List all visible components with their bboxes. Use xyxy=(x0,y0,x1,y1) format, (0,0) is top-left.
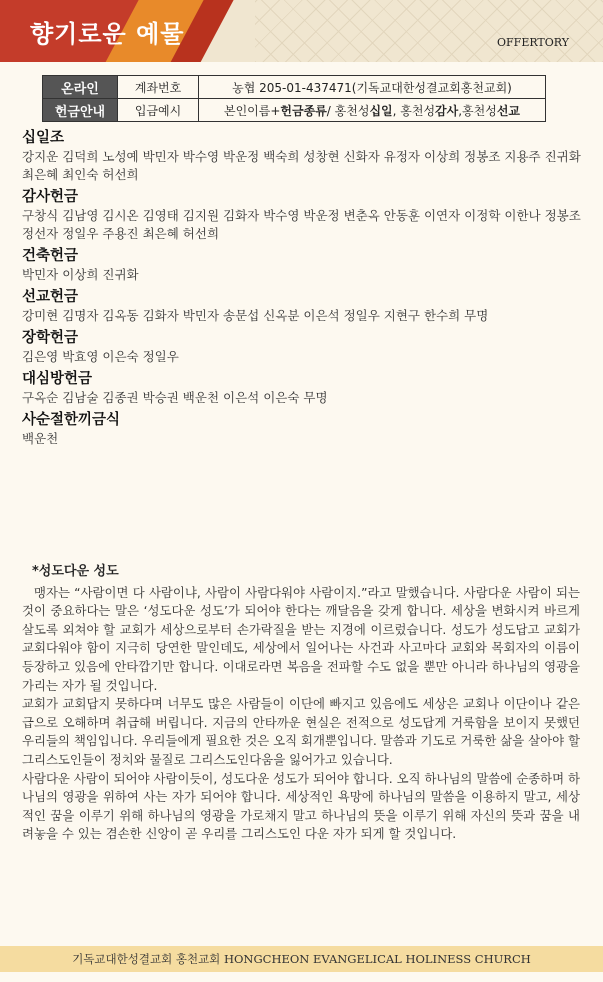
category-names: 구창식 김남영 김시온 김영태 김지원 김화자 박수영 박운정 변춘옥 안동훈 이연자 이정학 이한나 정봉조 정선자 정일우 주용진 최은혜 허선희 xyxy=(22,208,581,241)
category-names: 강미현 김명자 김옥동 김화자 박민자 송문섭 신옥분 이은석 정일우 지현구 한수희 무명 xyxy=(22,308,489,323)
page-title: 향기로운 예물 xyxy=(30,20,185,48)
essay-paragraph: 교회가 교회답지 못하다며 너무도 많은 사람들이 이단에 빠지고 있음에도 세상은 교회나 이단이나 같은 급으로 오해하며 취급해 버립니다. 지금의 안타까운 현실은 전적으로 성도답게 거룩함을 보이지 못했던 우리들의 책임입니다. 우리들에게 필요한 것은 오직 회개뿐입니다. 말씀과 기도로 거룩한 삶을 살아야 할 그리스도인들이 정치와 물질로 그리스도인다움을 잃어가고 있습니다. xyxy=(22,696,580,767)
deposit-example-value: 본인이름+헌금종류/ 홍천성십일, 홍천성감사,홍천성선교 xyxy=(199,99,546,122)
online-label: 온라인 xyxy=(43,76,118,99)
category-thanks xyxy=(22,187,592,243)
essay-title: *성도다운 성도 xyxy=(32,564,119,579)
category-mission xyxy=(22,287,592,325)
category-names: 백운천 xyxy=(22,431,59,446)
page-subtitle: OFFERTORY xyxy=(497,36,569,49)
category-names: 강지운 김덕희 노성예 박민자 박수영 박운정 백숙희 성창현 신화자 유정자 이상희 정봉조 지용주 진귀화 최은혜 최인숙 허선희 xyxy=(22,149,581,182)
category-title: 십일조 xyxy=(22,130,65,146)
category-title: 대심방헌금 xyxy=(22,371,93,387)
account-number-label: 계좌번호 xyxy=(118,76,199,99)
category-title: 감사헌금 xyxy=(22,189,79,205)
offering-lists xyxy=(22,128,592,451)
essay-paragraph: 맹자는 “사람이면 다 사람이냐, 사람이 사람다워야 사람이지.”라고 말했습니다. 사람다운 사람이 되는 것이 중요하다는 말은 ‘성도다운 성도’가 되어야 한다는 깨달음을 갖게 합니다. 세상을 변화시켜 바르게 살도록 외쳐야 할 교회가 세상으로부터 손가락질을 받는 지경에 이르렀습니다. 성도가 성도답고 교회가 교회다워야 함이 지극히 당연한 말인데도, 세상에서 일어나는 사건과 사고마다 교회와 목회자의 이름이 등장하고 있음에 안타깝기만 합니다. 이대로라면 복음을 전파할 수도 없을 뿐만 아니라 하나님의 영광을 가리는 자가 될 것입니다. xyxy=(22,584,580,693)
online-offering-table xyxy=(42,75,546,122)
category-names: 구옥순 김남술 김종권 박승권 백운천 이은석 이은숙 무명 xyxy=(22,390,328,405)
category-scholarship xyxy=(22,328,592,366)
essay-section xyxy=(22,563,580,844)
header-banner xyxy=(0,0,603,62)
category-lent-fasting xyxy=(22,410,592,448)
category-title: 장학헌금 xyxy=(22,330,79,346)
category-names: 박민자 이상희 진귀화 xyxy=(22,267,139,282)
deposit-example-label: 입금예시 xyxy=(118,99,199,122)
footer-church-name: 기독교대한성결교회 홍천교회 HONGCHEON EVANGELICAL HOLINESS CHURCH xyxy=(0,946,603,972)
offering-guide-label: 헌금안내 xyxy=(43,99,118,122)
header-pattern xyxy=(255,0,603,62)
category-title: 사순절한끼금식 xyxy=(22,412,121,428)
category-title: 선교헌금 xyxy=(22,289,79,305)
category-names: 김은영 박효영 이은숙 정일우 xyxy=(22,349,179,364)
category-building xyxy=(22,246,592,284)
category-visitation xyxy=(22,369,592,407)
account-number-value: 농협 205-01-437471(기독교대한성결교회홍천교회) xyxy=(199,76,546,99)
essay-paragraph: 사람다운 사람이 되어야 사람이듯이, 성도다운 성도가 되어야 합니다. 오직 하나님의 말씀에 순종하며 하나님의 영광을 위하여 사는 자가 되어야 합니다. 세상적인 욕망에 하나님의 말씀을 이용하지 말고, 세상적인 꿈을 이루기 위해 하나님의 영광을 가로채지 말고 하나님의 뜻을 이루기 위해 자신의 뜻과 꿈을 내려놓을 수 있는 겸손한 신앙이 곧 우리를 그리스도인 다운 자가 되게 할 것입니다. xyxy=(22,770,580,842)
category-tithe xyxy=(22,128,592,184)
category-title: 건축헌금 xyxy=(22,248,79,264)
